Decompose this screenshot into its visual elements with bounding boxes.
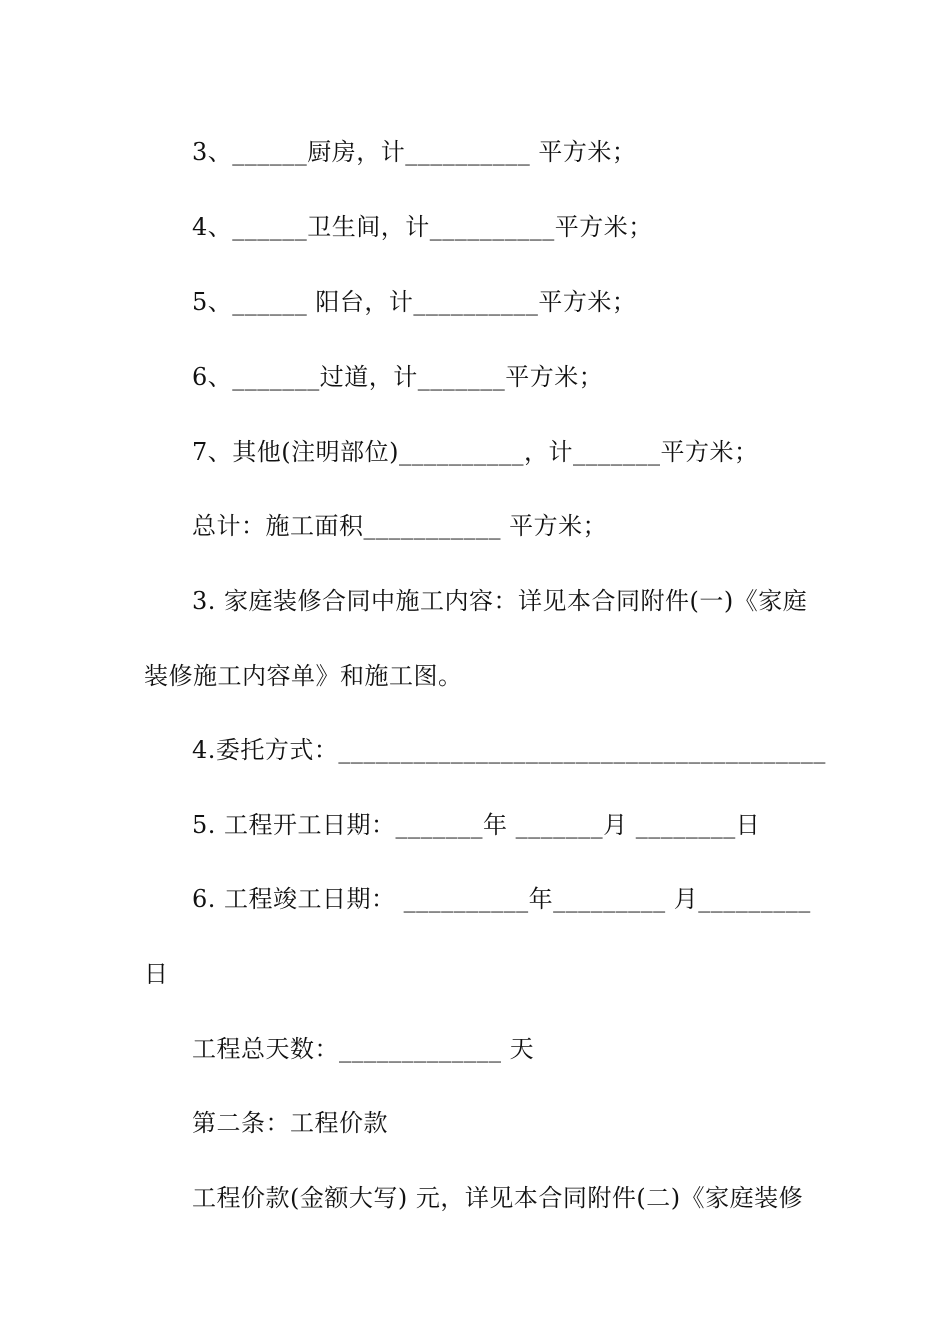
total-area-line: 总计：施工面积___________ 平方米； [192, 512, 608, 540]
total-days-line: 工程总天数：_____________ 天 [192, 1035, 535, 1063]
corridor-area-line: 6、_______过道，计_______平方米； [192, 363, 604, 391]
bathroom-area-line: 4、______卫生间，计__________平方米； [192, 213, 653, 241]
commission-method-line: 4.委托方式：_______________________________________ [192, 736, 826, 764]
kitchen-area-line: 3、______厨房，计__________ 平方米； [192, 138, 637, 166]
balcony-area-line: 5、______ 阳台，计__________平方米； [192, 288, 637, 316]
start-date-line: 5. 工程开工日期：_______年 _______月 ________日 [192, 811, 761, 839]
article-two-heading: 第二条：工程价款 [192, 1109, 388, 1137]
other-area-line: 7、其他(注明部位)__________，计_______平方米； [192, 438, 759, 466]
construction-content-continuation: 装修施工内容单》和施工图。 [144, 662, 463, 690]
completion-date-line: 6. 工程竣工日期： __________年_________ 月_________ [192, 885, 811, 913]
completion-date-continuation: 日 [144, 960, 169, 988]
construction-content-line: 3. 家庭装修合同中施工内容：详见本合同附件(一)《家庭 [192, 587, 808, 615]
project-price-line: 工程价款(金额大写) 元，详见本合同附件(二)《家庭装修 [192, 1184, 804, 1212]
